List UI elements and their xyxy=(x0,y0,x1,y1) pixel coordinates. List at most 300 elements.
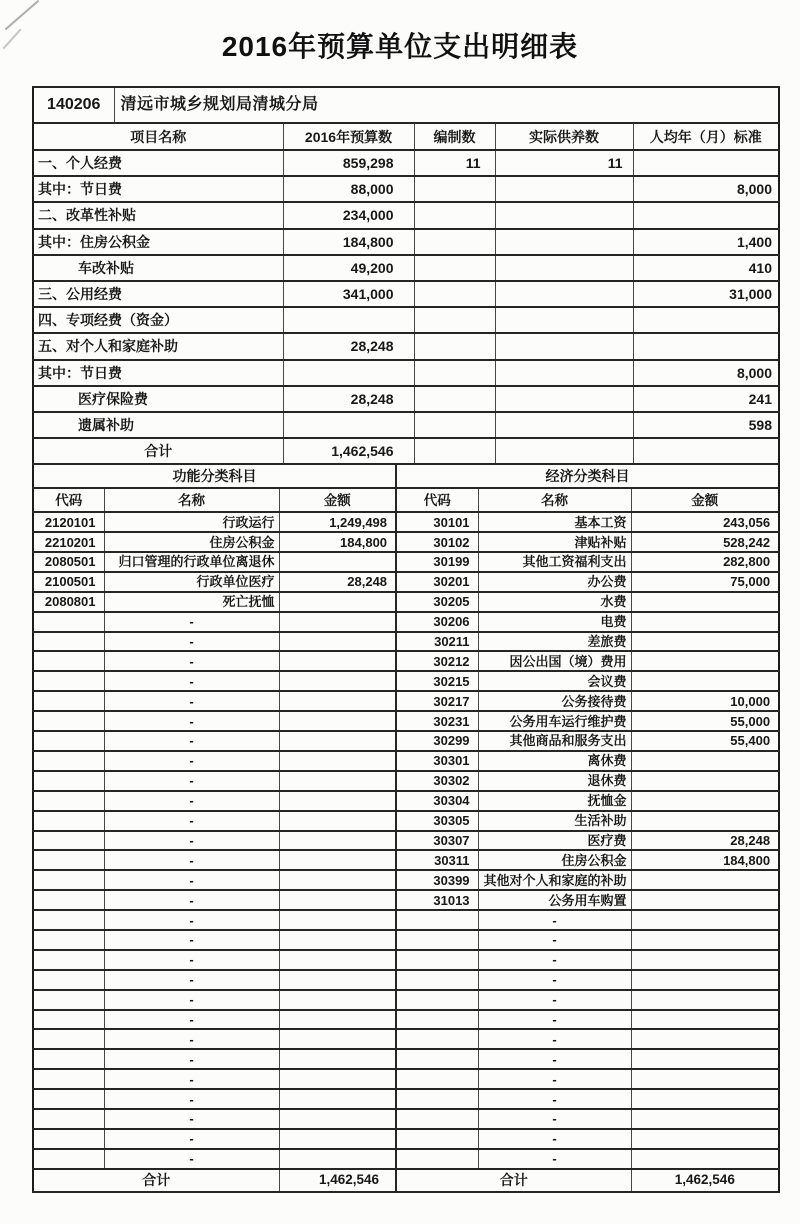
econ-code-cell xyxy=(396,1149,478,1169)
econ-name-cell: 电费 xyxy=(478,612,631,632)
func-total-label: 合计 xyxy=(33,1169,279,1192)
actual-supported-cell xyxy=(495,229,633,255)
econ-code-cell: 30305 xyxy=(396,811,478,831)
econ-code-cell: 30217 xyxy=(396,691,478,711)
econ-name-cell: - xyxy=(478,1089,631,1109)
func-name-cell: - xyxy=(104,870,279,890)
func-amount-cell xyxy=(279,1109,396,1129)
staffing-cell xyxy=(414,412,495,438)
classification-row xyxy=(33,850,779,870)
econ-name-cell: - xyxy=(478,1029,631,1049)
econ-name-cell: - xyxy=(478,970,631,990)
econ-code-cell xyxy=(396,930,478,950)
per-capita-standard-cell: 241 xyxy=(633,386,779,412)
func-name-cell: - xyxy=(104,1029,279,1049)
econ-code-cell: 30211 xyxy=(396,632,478,652)
econ-name-cell: 生活补助 xyxy=(478,811,631,831)
budget-amount-cell xyxy=(283,360,414,386)
func-amount-cell xyxy=(279,870,396,890)
econ-code-cell: 30201 xyxy=(396,572,478,592)
econ-amount-cell xyxy=(631,970,779,990)
item-name-cell: 一、个人经费 xyxy=(33,150,283,176)
classification-row xyxy=(33,1029,779,1049)
econ-name-cell: 基本工资 xyxy=(478,512,631,532)
econ-amount-cell xyxy=(631,1069,779,1089)
func-code-cell xyxy=(33,1109,104,1129)
econ-code-cell: 30311 xyxy=(396,850,478,870)
func-code-cell xyxy=(33,990,104,1010)
econ-amount-cell xyxy=(631,950,779,970)
col-header-actual: 实际供养数 xyxy=(495,124,633,150)
classification-row xyxy=(33,910,779,930)
econ-code-cell: 30301 xyxy=(396,751,478,771)
budget-amount-cell: 234,000 xyxy=(283,202,414,228)
func-amount-cell xyxy=(279,1069,396,1089)
func-amount-cell xyxy=(279,990,396,1010)
item-name-cell: 四、专项经费（资金） xyxy=(33,307,283,333)
func-name-cell: - xyxy=(104,751,279,771)
econ-amount-cell: 55,000 xyxy=(631,711,779,731)
classification-row xyxy=(33,532,779,552)
func-amount-cell xyxy=(279,632,396,652)
budget-amount-cell xyxy=(283,307,414,333)
classification-row xyxy=(33,612,779,632)
budget-amount-cell: 49,200 xyxy=(283,255,414,281)
func-name-cell: - xyxy=(104,930,279,950)
func-name-cell: - xyxy=(104,990,279,1010)
func-code-cell xyxy=(33,1149,104,1169)
staffing-cell xyxy=(414,386,495,412)
classification-row xyxy=(33,890,779,910)
econ-amount-cell xyxy=(631,990,779,1010)
budget-row xyxy=(33,333,779,359)
econ-amount-cell xyxy=(631,1010,779,1030)
per-capita-standard-cell xyxy=(633,333,779,359)
econ-total-label: 合计 xyxy=(396,1169,631,1192)
item-name-cell: 车改补贴 xyxy=(33,255,283,281)
per-capita-standard-cell: 1,400 xyxy=(633,229,779,255)
col-header-staffing: 编制数 xyxy=(414,124,495,150)
econ-amount-cell: 75,000 xyxy=(631,572,779,592)
econ-amount-cell xyxy=(631,870,779,890)
func-code-cell xyxy=(33,950,104,970)
budget-row xyxy=(33,412,779,438)
func-name-cell: - xyxy=(104,791,279,811)
budget-amount-cell: 88,000 xyxy=(283,176,414,202)
econ-name-cell: 水费 xyxy=(478,592,631,612)
func-amount-cell xyxy=(279,691,396,711)
econ-code-cell xyxy=(396,1049,478,1069)
econ-name-cell: 公务用车运行维护费 xyxy=(478,711,631,731)
classification-row xyxy=(33,1010,779,1030)
econ-code-header: 代码 xyxy=(396,488,478,512)
classification-total-row xyxy=(33,1169,779,1192)
staffing-cell xyxy=(414,438,495,464)
func-amount-cell xyxy=(279,950,396,970)
staffing-cell xyxy=(414,307,495,333)
classification-row xyxy=(33,1149,779,1169)
item-name-cell: 医疗保险费 xyxy=(33,386,283,412)
econ-name-cell: - xyxy=(478,1129,631,1149)
func-amount-cell xyxy=(279,1049,396,1069)
func-amount-cell xyxy=(279,1149,396,1169)
econ-code-cell: 30215 xyxy=(396,671,478,691)
econ-name-cell: 津贴补贴 xyxy=(478,532,631,552)
item-name-cell: 其中：节日费 xyxy=(33,360,283,386)
econ-amount-cell: 184,800 xyxy=(631,850,779,870)
per-capita-standard-cell xyxy=(633,202,779,228)
econ-name-cell: 差旅费 xyxy=(478,632,631,652)
econ-name-cell: 其他工资福利支出 xyxy=(478,552,631,572)
func-amount-cell xyxy=(279,751,396,771)
classification-row xyxy=(33,811,779,831)
budget-amount-cell: 1,462,546 xyxy=(283,438,414,464)
func-name-cell: - xyxy=(104,731,279,751)
budget-amount-cell: 28,248 xyxy=(283,386,414,412)
econ-name-cell: - xyxy=(478,990,631,1010)
page-title: 2016年预算单位支出明细表 xyxy=(221,31,579,62)
budget-row xyxy=(33,438,779,464)
func-code-cell xyxy=(33,1089,104,1109)
econ-name-cell: 医疗费 xyxy=(478,831,631,851)
classification-section-header xyxy=(33,465,779,488)
func-code-cell xyxy=(33,890,104,910)
func-code-cell xyxy=(33,731,104,751)
classification-row xyxy=(33,1049,779,1069)
func-code-cell: 2100501 xyxy=(33,572,104,592)
staffing-cell xyxy=(414,255,495,281)
econ-total-amount: 1,462,546 xyxy=(631,1169,779,1192)
actual-supported-cell xyxy=(495,202,633,228)
func-name-cell: - xyxy=(104,771,279,791)
budget-row xyxy=(33,229,779,255)
econ-code-cell xyxy=(396,1109,478,1129)
func-name-cell: 行政单位医疗 xyxy=(104,572,279,592)
item-name-cell: 遗属补助 xyxy=(33,412,283,438)
budget-row xyxy=(33,202,779,228)
func-amount-cell xyxy=(279,910,396,930)
econ-amount-cell xyxy=(631,791,779,811)
econ-name-cell: - xyxy=(478,1049,631,1069)
budget-document xyxy=(32,86,778,1193)
func-code-cell xyxy=(33,811,104,831)
per-capita-standard-cell: 598 xyxy=(633,412,779,438)
func-name-cell: - xyxy=(104,831,279,851)
budget-row xyxy=(33,176,779,202)
econ-name-cell: - xyxy=(478,1109,631,1129)
econ-amount-cell xyxy=(631,771,779,791)
econ-name-cell: 住房公积金 xyxy=(478,850,631,870)
econ-amount-cell: 282,800 xyxy=(631,552,779,572)
func-code-cell xyxy=(33,1049,104,1069)
budget-header-row xyxy=(33,124,779,150)
func-name-cell: - xyxy=(104,1109,279,1129)
econ-code-cell: 31013 xyxy=(396,890,478,910)
econ-name-cell: 办公费 xyxy=(478,572,631,592)
actual-supported-cell xyxy=(495,412,633,438)
econ-code-cell xyxy=(396,990,478,1010)
econ-name-cell: 退休费 xyxy=(478,771,631,791)
classification-row xyxy=(33,691,779,711)
econ-code-cell: 30307 xyxy=(396,831,478,851)
func-code-cell xyxy=(33,791,104,811)
func-code-cell: 2080501 xyxy=(33,552,104,572)
func-amount-cell xyxy=(279,612,396,632)
func-name-cell: 归口管理的行政单位离退休 xyxy=(104,552,279,572)
classification-row xyxy=(33,1109,779,1129)
func-code-header: 代码 xyxy=(33,488,104,512)
func-amount-cell: 28,248 xyxy=(279,572,396,592)
econ-name-cell: - xyxy=(478,1069,631,1089)
staffing-cell xyxy=(414,202,495,228)
econ-amount-cell xyxy=(631,1029,779,1049)
budget-amount-cell: 341,000 xyxy=(283,281,414,307)
classification-row xyxy=(33,731,779,751)
classification-subheader-row xyxy=(33,488,779,512)
classification-row xyxy=(33,791,779,811)
classification-row xyxy=(33,831,779,851)
staffing-cell: 11 xyxy=(414,150,495,176)
func-amount-cell xyxy=(279,552,396,572)
econ-amount-cell xyxy=(631,751,779,771)
unit-code: 140206 xyxy=(33,87,114,123)
func-name-cell: - xyxy=(104,671,279,691)
classification-row xyxy=(33,512,779,532)
classification-row xyxy=(33,592,779,612)
unit-info-table xyxy=(32,86,780,124)
econ-name-cell: 其他商品和服务支出 xyxy=(478,731,631,751)
item-name-cell: 合计 xyxy=(33,438,283,464)
econ-name-header: 名称 xyxy=(478,488,631,512)
actual-supported-cell xyxy=(495,333,633,359)
per-capita-standard-cell: 410 xyxy=(633,255,779,281)
actual-supported-cell: 11 xyxy=(495,150,633,176)
func-code-cell xyxy=(33,930,104,950)
func-name-cell: - xyxy=(104,1089,279,1109)
econ-amount-cell xyxy=(631,1129,779,1149)
classification-row xyxy=(33,970,779,990)
econ-code-cell xyxy=(396,950,478,970)
econ-code-cell: 30101 xyxy=(396,512,478,532)
econ-name-cell: 公务用车购置 xyxy=(478,890,631,910)
budget-amount-cell: 184,800 xyxy=(283,229,414,255)
classification-row xyxy=(33,1089,779,1109)
econ-code-cell: 30304 xyxy=(396,791,478,811)
func-name-header: 名称 xyxy=(104,488,279,512)
econ-code-cell: 30299 xyxy=(396,731,478,751)
func-name-cell: - xyxy=(104,811,279,831)
func-code-cell xyxy=(33,711,104,731)
econ-amount-cell xyxy=(631,1049,779,1069)
actual-supported-cell xyxy=(495,438,633,464)
func-amount-cell xyxy=(279,651,396,671)
classification-row xyxy=(33,651,779,671)
func-code-cell xyxy=(33,1010,104,1030)
actual-supported-cell xyxy=(495,386,633,412)
econ-amount-cell xyxy=(631,910,779,930)
econ-amount-cell: 243,056 xyxy=(631,512,779,532)
unit-name: 清远市城乡规划局清城分局 xyxy=(114,87,779,123)
econ-amount-header: 金额 xyxy=(631,488,779,512)
func-name-cell: - xyxy=(104,1049,279,1069)
budget-row xyxy=(33,255,779,281)
func-code-cell: 2120101 xyxy=(33,512,104,532)
func-name-cell: - xyxy=(104,691,279,711)
econ-amount-cell xyxy=(631,811,779,831)
functional-classification-title: 功能分类科目 xyxy=(33,465,396,488)
econ-code-cell: 30231 xyxy=(396,711,478,731)
item-name-cell: 二、改革性补贴 xyxy=(33,202,283,228)
classification-row xyxy=(33,870,779,890)
budget-row xyxy=(33,360,779,386)
col-header-item-name: 项目名称 xyxy=(33,124,283,150)
classification-row xyxy=(33,1069,779,1089)
func-code-cell: 2080801 xyxy=(33,592,104,612)
func-code-cell xyxy=(33,612,104,632)
actual-supported-cell xyxy=(495,255,633,281)
per-capita-standard-cell: 31,000 xyxy=(633,281,779,307)
func-code-cell xyxy=(33,691,104,711)
func-name-cell: - xyxy=(104,1149,279,1169)
classification-row xyxy=(33,930,779,950)
per-capita-standard-cell xyxy=(633,438,779,464)
func-name-cell: - xyxy=(104,632,279,652)
econ-code-cell: 30399 xyxy=(396,870,478,890)
func-total-amount: 1,462,546 xyxy=(279,1169,396,1192)
func-name-cell: 行政运行 xyxy=(104,512,279,532)
budget-summary-table xyxy=(32,124,780,465)
econ-name-cell: 公务接待费 xyxy=(478,691,631,711)
actual-supported-cell xyxy=(495,281,633,307)
econ-amount-cell: 528,242 xyxy=(631,532,779,552)
func-code-cell xyxy=(33,751,104,771)
func-name-cell: - xyxy=(104,850,279,870)
econ-code-cell xyxy=(396,1129,478,1149)
per-capita-standard-cell xyxy=(633,307,779,333)
classification-row xyxy=(33,1129,779,1149)
classification-row xyxy=(33,950,779,970)
econ-amount-cell xyxy=(631,930,779,950)
col-header-budget: 2016年预算数 xyxy=(283,124,414,150)
classification-row xyxy=(33,552,779,572)
budget-amount-cell: 28,248 xyxy=(283,333,414,359)
func-amount-cell xyxy=(279,711,396,731)
item-name-cell: 其中：住房公积金 xyxy=(33,229,283,255)
econ-amount-cell: 28,248 xyxy=(631,831,779,851)
econ-name-cell: - xyxy=(478,930,631,950)
econ-amount-cell xyxy=(631,890,779,910)
col-header-standard: 人均年（月）标准 xyxy=(633,124,779,150)
func-amount-cell xyxy=(279,890,396,910)
func-name-cell: - xyxy=(104,711,279,731)
econ-name-cell: - xyxy=(478,950,631,970)
func-name-cell: - xyxy=(104,1010,279,1030)
econ-code-cell: 30212 xyxy=(396,651,478,671)
econ-amount-cell xyxy=(631,1109,779,1129)
econ-code-cell: 30199 xyxy=(396,552,478,572)
actual-supported-cell xyxy=(495,307,633,333)
budget-row xyxy=(33,386,779,412)
econ-amount-cell xyxy=(631,592,779,612)
func-name-cell: - xyxy=(104,1129,279,1149)
func-amount-header: 金额 xyxy=(279,488,396,512)
econ-amount-cell xyxy=(631,1149,779,1169)
econ-amount-cell: 55,400 xyxy=(631,731,779,751)
func-code-cell xyxy=(33,771,104,791)
func-code-cell xyxy=(33,1129,104,1149)
staffing-cell xyxy=(414,360,495,386)
econ-code-cell: 30205 xyxy=(396,592,478,612)
econ-amount-cell: 10,000 xyxy=(631,691,779,711)
budget-row xyxy=(33,150,779,176)
item-name-cell: 其中：节日费 xyxy=(33,176,283,202)
func-amount-cell xyxy=(279,791,396,811)
func-code-cell xyxy=(33,632,104,652)
econ-code-cell xyxy=(396,1029,478,1049)
func-name-cell: - xyxy=(104,1069,279,1089)
econ-name-cell: 会议费 xyxy=(478,671,631,691)
econ-name-cell: - xyxy=(478,1010,631,1030)
econ-code-cell xyxy=(396,1089,478,1109)
item-name-cell: 三、公用经费 xyxy=(33,281,283,307)
staffing-cell xyxy=(414,333,495,359)
econ-code-cell xyxy=(396,970,478,990)
func-amount-cell xyxy=(279,1129,396,1149)
func-amount-cell: 184,800 xyxy=(279,532,396,552)
func-name-cell: 住房公积金 xyxy=(104,532,279,552)
func-name-cell: - xyxy=(104,651,279,671)
func-name-cell: - xyxy=(104,910,279,930)
func-code-cell xyxy=(33,671,104,691)
econ-code-cell: 30302 xyxy=(396,771,478,791)
staffing-cell xyxy=(414,176,495,202)
func-amount-cell xyxy=(279,1089,396,1109)
func-name-cell: - xyxy=(104,970,279,990)
budget-row xyxy=(33,307,779,333)
classification-row xyxy=(33,711,779,731)
econ-name-cell: - xyxy=(478,910,631,930)
func-amount-cell xyxy=(279,771,396,791)
func-amount-cell xyxy=(279,811,396,831)
econ-code-cell xyxy=(396,1069,478,1089)
econ-code-cell: 30206 xyxy=(396,612,478,632)
econ-name-cell: 离休费 xyxy=(478,751,631,771)
func-code-cell xyxy=(33,870,104,890)
func-code-cell xyxy=(33,1069,104,1089)
staffing-cell xyxy=(414,229,495,255)
classification-row xyxy=(33,771,779,791)
func-amount-cell xyxy=(279,970,396,990)
func-amount-cell xyxy=(279,1029,396,1049)
func-code-cell xyxy=(33,1029,104,1049)
func-amount-cell xyxy=(279,592,396,612)
func-code-cell xyxy=(33,850,104,870)
per-capita-standard-cell: 8,000 xyxy=(633,176,779,202)
classification-row xyxy=(33,990,779,1010)
economic-classification-title: 经济分类科目 xyxy=(396,465,779,488)
econ-name-cell: 其他对个人和家庭的补助 xyxy=(478,870,631,890)
econ-code-cell: 30102 xyxy=(396,532,478,552)
func-amount-cell xyxy=(279,850,396,870)
econ-name-cell: 因公出国（境）费用 xyxy=(478,651,631,671)
classification-row xyxy=(33,671,779,691)
econ-amount-cell xyxy=(631,671,779,691)
func-amount-cell xyxy=(279,831,396,851)
econ-code-cell xyxy=(396,910,478,930)
func-code-cell xyxy=(33,910,104,930)
func-amount-cell xyxy=(279,930,396,950)
classification-row xyxy=(33,632,779,652)
